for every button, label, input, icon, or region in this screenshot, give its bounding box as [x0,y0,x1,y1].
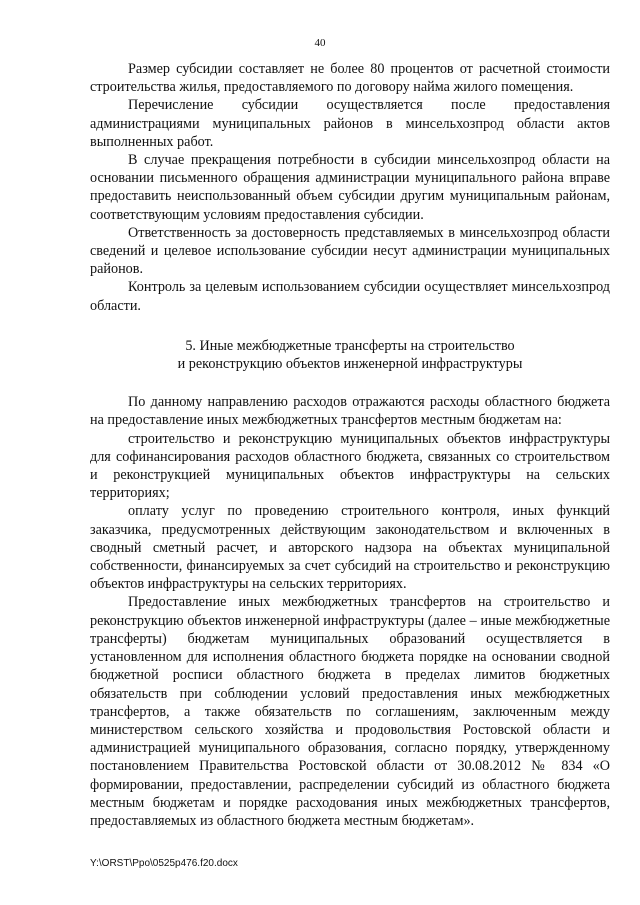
paragraph-expense-direction: По данному направлению расходов отражаются расходы областного бюджета на предоставление иных межбюджетных трансфертов местным бюджетам на: [90,394,610,429]
section-title-line-2: и реконструкцию объектов инженерной инфраструктуры [177,356,523,373]
paragraph-subsidy-transfer: Перечисление субсидии осуществляется после предоставления администрациями муниципальных районов в минсельхозпрод области актов выполненных работ. [90,97,610,150]
document-body [90,60,610,830]
paragraph-subsidy-redistribution: В случае прекращения потребности в субсидии минсельхозпрод области на основании письменного обращения администрации муниципального района вправе предоставить неиспользованный объем субсидии другим муниципальным районам, соответствующим условиям предоставления субсидии. [90,152,610,223]
paragraph-transfer-procedure: Предоставление иных межбюджетных трансфертов на строительство и реконструкцию объектов инженерной инфраструктуры (далее – иные межбюджетные трансферты) бюджетам муниципальных образований осуществляется в установленном для исполнения областного бюджета порядке на основании сводной бюджетной росписи областного бюджета в пределах лимитов бюджетных обязательств при соблюдении условий предоставления иных межбюджетных трансфертов, а также обязательств по соглашениям, заключенным между министерством сельского хозяйства и продовольствия Ростовской области и администрацией муниципального образования, согласно порядку, утвержденному постановлением Правительства Ростовской области от 30.08.2012 № 834 «О формировании, предоставлении, распределении субсидий из областного бюджета местным бюджетам и порядке расходования иных межбюджетных трансфертов, предоставляемых из областного бюджета местным бюджетам». [90,594,610,829]
file-path-footer: Y:\ORST\Ppo\0525p476.f20.docx [90,858,238,869]
paragraph-services-item: оплату услуг по проведению строительного контроля, иных функций заказчика, предусмотренных действующим законодательством и включенных в сводный сметный расчет, и авторского надзора на объектах муниципальной собственности, финансируемых за счет субсидий на строительство и реконструкцию объектов инфраструктуры на сельских территориях. [90,503,610,593]
page-number: 40 [314,37,326,49]
paragraph-control: Контроль за целевым использованием субсидии осуществляет минсельхозпрод области. [90,279,610,314]
paragraph-subsidy-size: Размер субсидии составляет не более 80 процентов от расчетной стоимости строительства жилья, предоставляемого по договору найма жилого помещения. [90,61,610,96]
section-title [90,337,610,373]
section-title-line-1: 5. Иные межбюджетные трансферты на строительство [185,337,515,354]
paragraph-construction-item: строительство и реконструкцию муниципальных объектов инфраструктуры для софинансирования расходов областного бюджета, связанных со строительством и реконструкцией муниципальных объектов инфраструктуры на сельских территориях; [90,430,610,502]
paragraph-responsibility: Ответственность за достоверность представляемых в минсельхозпрод области сведений и целевое использование субсидии несут администрации муниципальных районов. [90,224,610,278]
